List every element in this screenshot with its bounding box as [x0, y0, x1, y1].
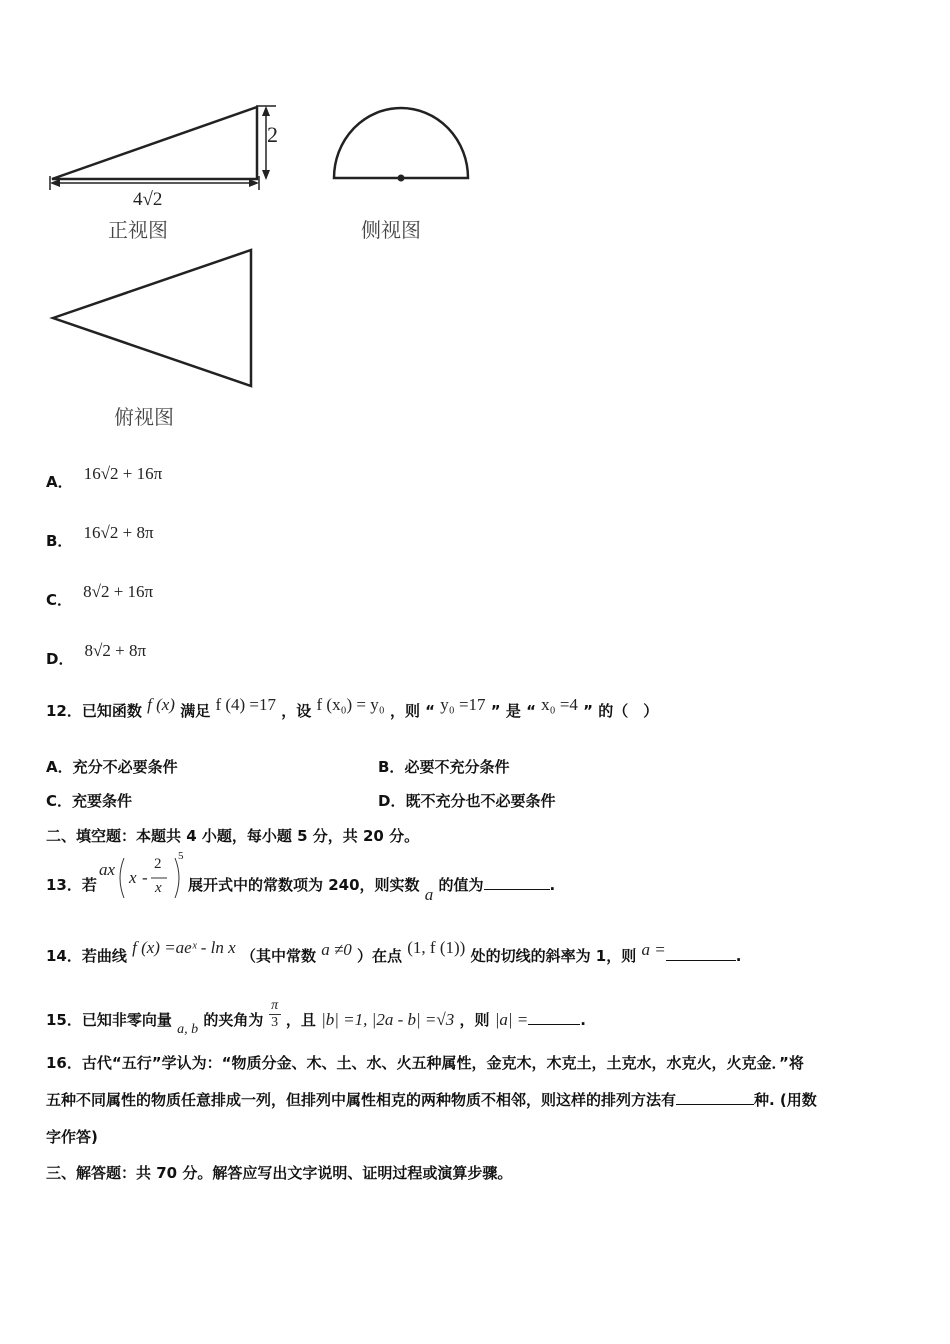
q11-option-c[interactable]: C． 8√2 + 16π	[46, 582, 154, 609]
q16-line-1: 16．古代“五行”学认为：“物质分金、木、土、水、火五种属性，金克木，木克土，土克水，水克火，火克金．”将	[46, 1054, 804, 1072]
q16-line-3: 字作答)	[46, 1128, 98, 1146]
top-view	[53, 250, 251, 386]
question-12: 12．已知函数 f (x) 满足 f (4) =17 ，设 f (x₀) = y₀ ，则 “ y₀ =17 ” 是 “ x₀ =4 ” 的（ ）	[46, 695, 659, 720]
front-height-label: 2	[267, 122, 278, 147]
q14-answer-blank[interactable]	[666, 946, 736, 961]
q12-option-b[interactable]: B．必要不充分条件	[378, 758, 510, 776]
question-14: 14．若曲线 f (x) =aeˣ - ln x （其中常数 a ≠0 ）在点 (1, f (1)) 处的切线的斜率为 1，则 a = .	[46, 938, 742, 965]
section-2-heading: 二、填空题：本题共 4 小题，每小题 5 分，共 20 分。	[46, 827, 420, 845]
q12-option-c[interactable]: C．充要条件	[46, 792, 133, 810]
front-width-label: 4√2	[133, 189, 163, 210]
q15-angle-fraction: $\frac{\pi}{3}$	[269, 999, 281, 1030]
q11-option-b[interactable]: B． 16√2 + 8π	[46, 523, 154, 550]
side-view	[334, 108, 468, 182]
q11-option-a[interactable]: A． 16√2 + 16π	[46, 464, 163, 491]
q11-option-d[interactable]: D． 8√2 + 8π	[46, 641, 147, 668]
q13-answer-blank[interactable]	[484, 875, 550, 890]
q12-option-a[interactable]: A．充分不必要条件	[46, 758, 178, 776]
q16-answer-blank[interactable]	[676, 1090, 754, 1105]
q15-answer-blank[interactable]	[528, 1010, 580, 1025]
front-view	[50, 106, 276, 190]
front-view-label: 正视图	[108, 218, 168, 242]
q12-option-d[interactable]: D．既不充分也不必要条件	[378, 792, 556, 810]
question-13: 13．若	[46, 876, 97, 894]
section-3-heading: 三、解答题：共 70 分。解答应写出文字说明、证明过程或演算步骤。	[46, 1164, 513, 1182]
q16-line-2: 五种不同属性的物质任意排成一列，但排列中属性相克的两种物质不相邻，则这样的排列方法有 种. (用数	[46, 1091, 817, 1109]
q13-text: 展开式中的常数项为 240，则实数 a 的值为 .	[188, 876, 556, 904]
top-view-label: 俯视图	[114, 405, 174, 429]
side-view-label: 侧视图	[361, 218, 421, 242]
exam-page: 2 4√2 正视图 侧视图 俯视图 A． 16√2 + 16π B． 16√2 + 8π C． 8√2 + 16π D． 8√2 + 8π 12．已知函数 f (x) 满足 f (4) =17 ，设 f (x₀) = y₀ ，则 “ y₀ =17 ” 是 “ x₀ =4 ” 的（ ） A．充分不必要条件 B．必要不充分条件 C．充要条件 D．既不充分也不必要条件 二、填空题：本题共 4 小题，每小题 5 分，共 20 分。 13．若 ax x - 2 x 5 展开式中的常数项为 240，则实数 a 的值为 . 14．若曲线 f (x) =aeˣ - ln x （其中常数 a ≠0 ）在点 (1, f (1)) 处的切线的斜率为 1，则 a = . 15．已知非零向量 a, b 的夹角为 $\frac{\pi}{3}$ ，且 |b| =1, |2a - b| =√3 ，则 |a| = . 16．古代“五行”学认为：“物质分金、木、土、水、火五种属性，金克木，木克土，土克水，水克火，火克金．”将 五种不同属性的物质任意排成一列，但排列中属性相克的两种物质不相邻，则这样的排列方法有 种. (用数 字作答) 三、解答题：共 70 分。解答应写出文字说明、证明过程或演算步骤。	[0, 0, 950, 1344]
question-15: 15．已知非零向量 a, b 的夹角为 $\frac{\pi}{3}$ ，且 |b| =1, |2a - b| =√3 ，则 |a| = .	[46, 998, 586, 1037]
